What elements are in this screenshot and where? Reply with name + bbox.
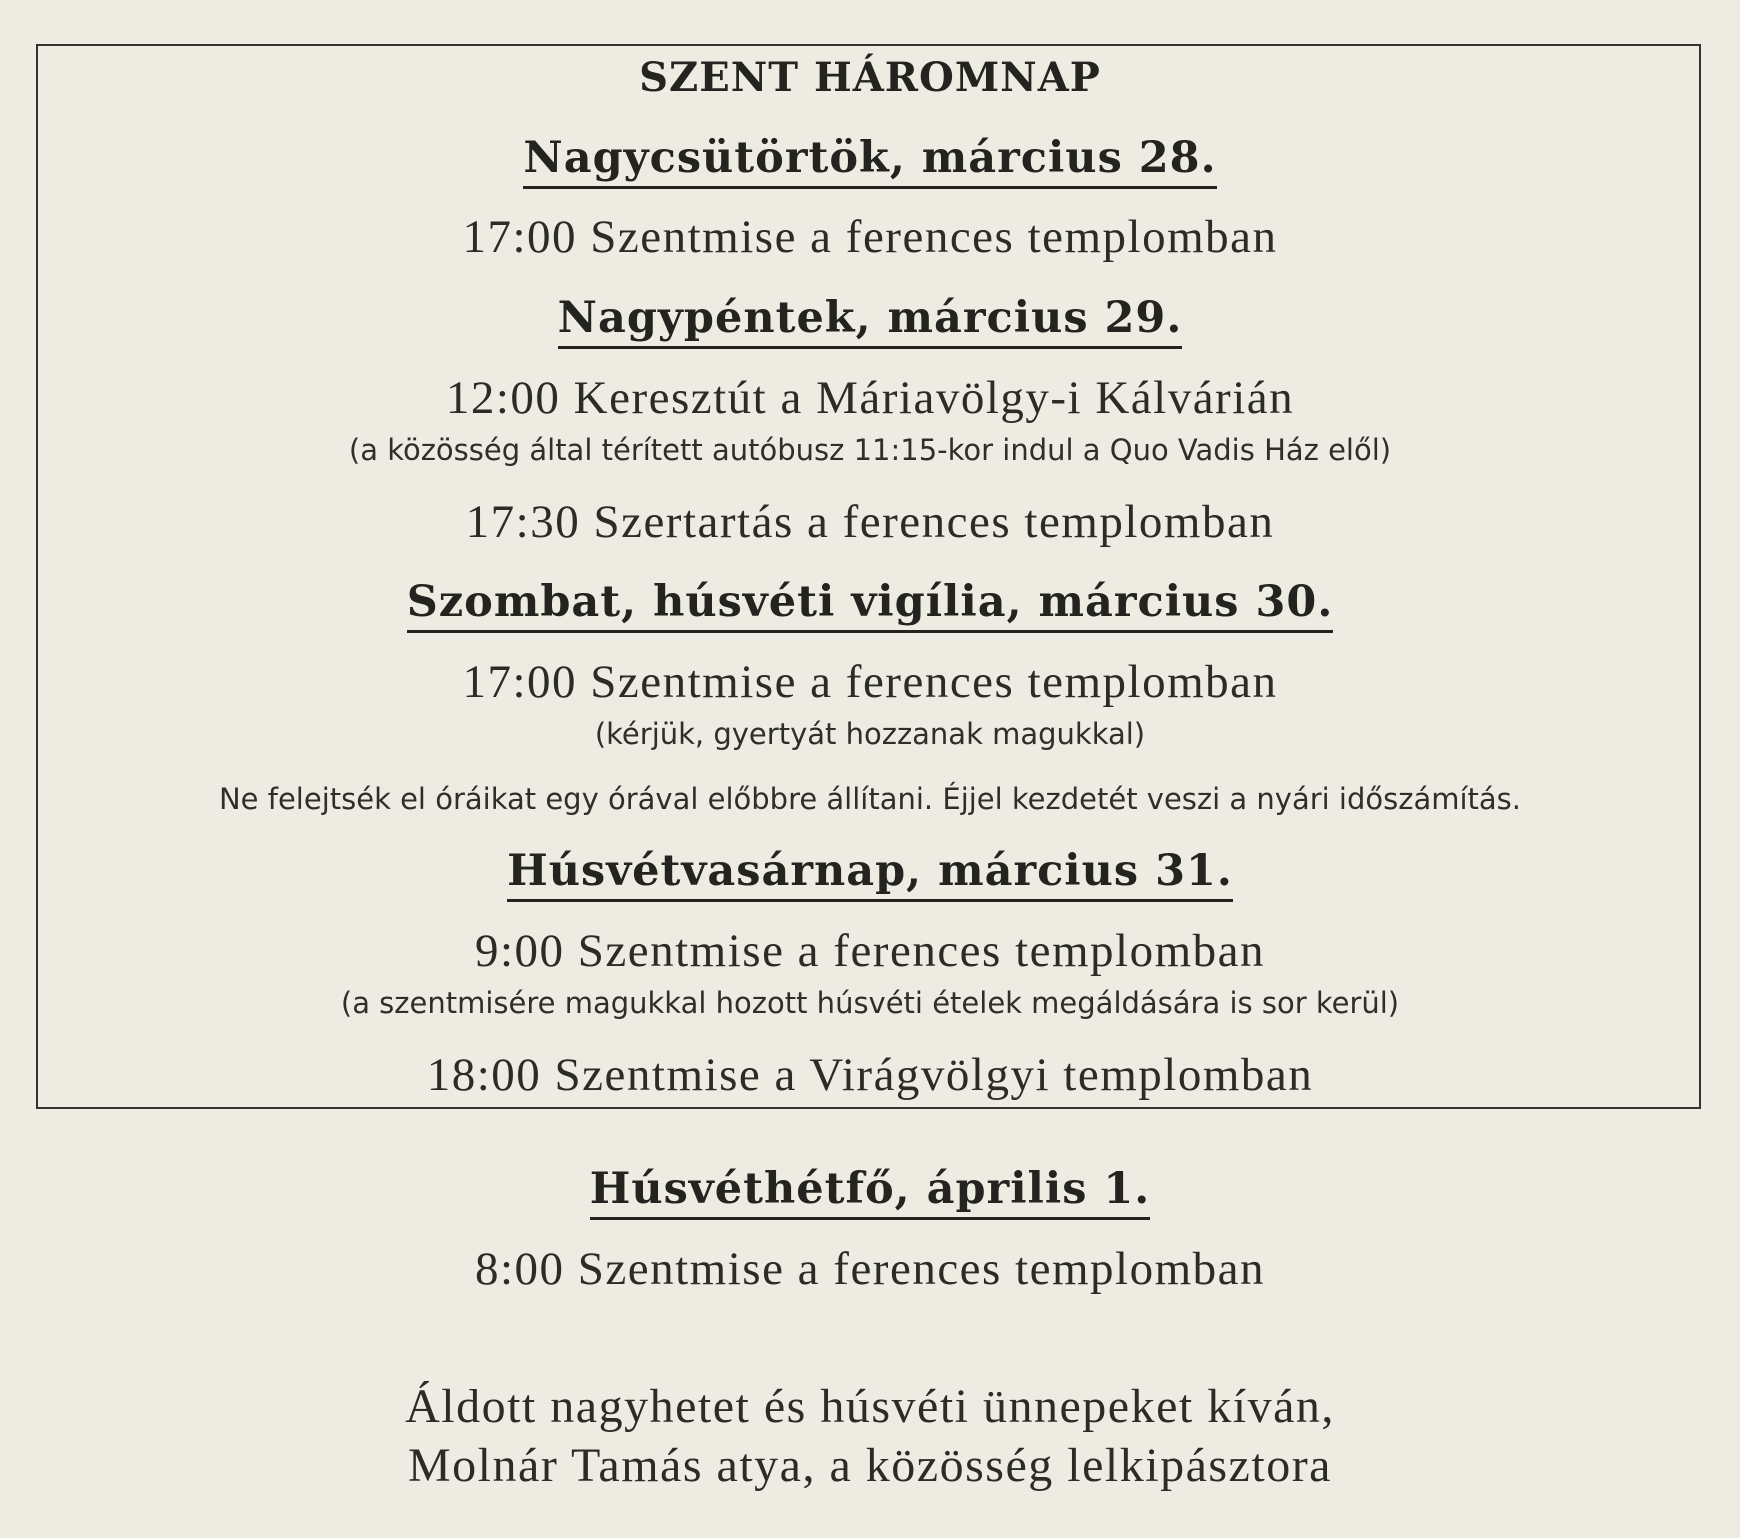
closing-greeting: Áldott nagyhetet és húsvéti ünnepeket kíván, bbox=[405, 1380, 1335, 1433]
event-thursday-mass: 17:00 Szentmise a ferences templomban bbox=[462, 211, 1278, 263]
day-heading-sunday: Húsvétvasárnap, március 31. bbox=[0, 850, 1740, 893]
daylight-saving-reminder: Ne felejtsék el óráikat egy órával előbbre állítani. Éjjel kezdetét veszi a nyári időszámítás. bbox=[218, 782, 1521, 816]
event-sunday-evening-mass: 18:00 Szentmise a Virágvölgyi templomban bbox=[426, 1049, 1314, 1101]
event-sunday-morning-mass: 9:00 Szentmise a ferences templomban bbox=[474, 925, 1266, 977]
page-title: SZENT HÁROMNAP bbox=[639, 54, 1101, 101]
event-friday-stations-note: (a közösség által térített autóbusz 11:15-kor indul a Quo Vadis Ház elől) bbox=[348, 433, 1392, 467]
day-heading-monday: Húsvéthétfő, április 1. bbox=[0, 1168, 1740, 1211]
event-monday-mass: 8:00 Szentmise a ferences templomban bbox=[474, 1243, 1266, 1295]
day-heading-friday: Nagypéntek, március 29. bbox=[0, 297, 1740, 340]
event-sunday-morning-mass-note: (a szentmisére magukkal hozott húsvéti ételek megáldására is sor kerül) bbox=[340, 986, 1400, 1020]
closing-signature: Molnár Tamás atya, a közösség lelkipásztora bbox=[408, 1439, 1332, 1492]
day-heading-thursday: Nagycsütörtök, március 28. bbox=[0, 137, 1740, 180]
day-heading-saturday: Szombat, húsvéti vigília, március 30. bbox=[0, 581, 1740, 624]
event-friday-liturgy: 17:30 Szertartás a ferences templomban bbox=[465, 496, 1275, 548]
event-friday-stations: 12:00 Keresztút a Máriavölgy-i Kálvárián bbox=[445, 372, 1295, 424]
event-saturday-vigil: 17:00 Szentmise a ferences templomban bbox=[462, 656, 1278, 708]
event-saturday-vigil-note: (kérjük, gyertyát hozzanak magukkal) bbox=[594, 717, 1146, 751]
